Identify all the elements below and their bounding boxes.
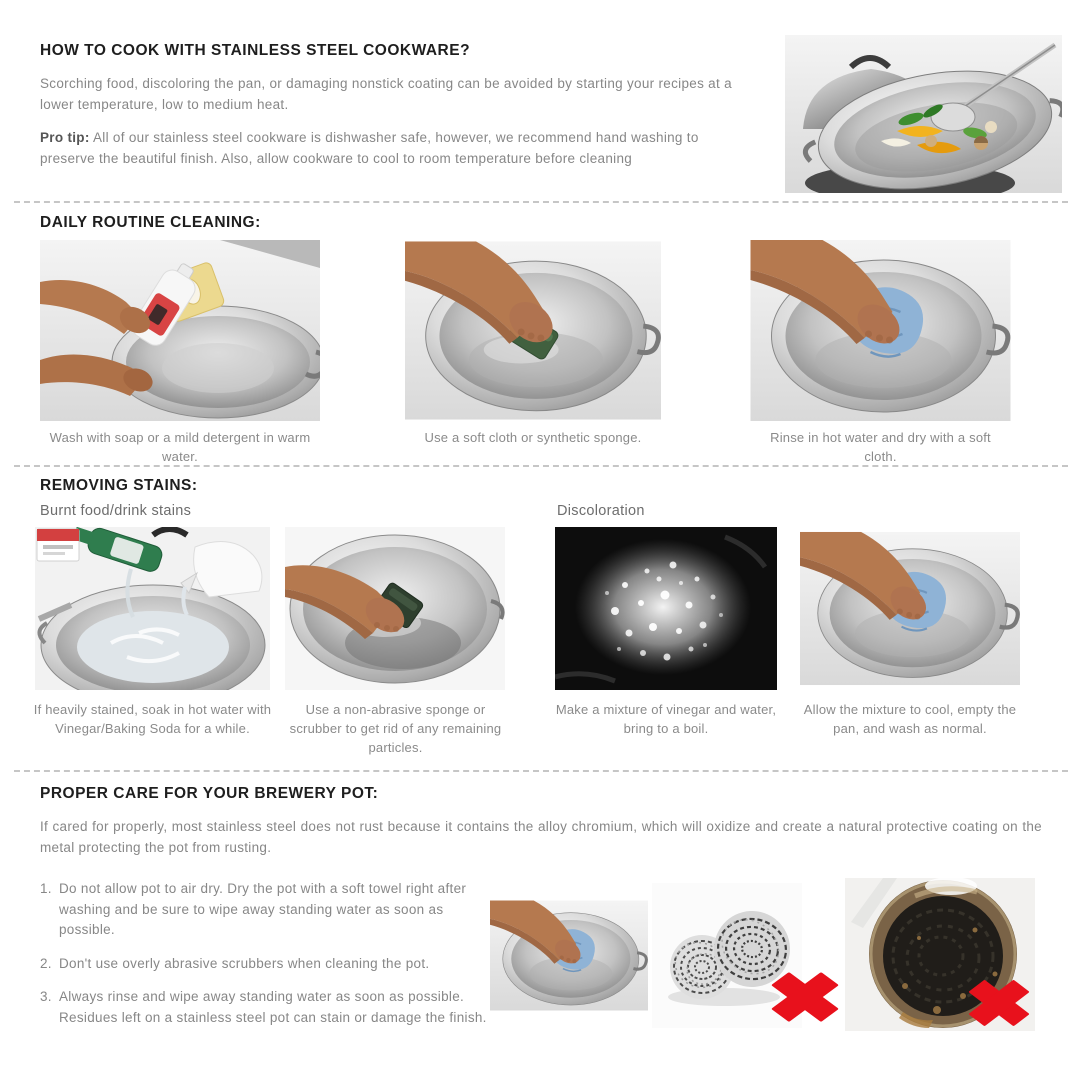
care-instructions-list	[40, 879, 492, 1041]
section4-heading: PROPER CARE FOR YOUR BREWERY POT:	[40, 785, 379, 802]
caption-rinse-dry: Rinse in hot water and dry with a soft cloth.	[770, 430, 991, 464]
subhead-burnt-stains: Burnt food/drink stains	[40, 503, 192, 519]
protip-text: All of our stainless steel cookware is dishwasher safe, however, we recommend hand washing to preserve the beautiful finish. Also, allow cookware to cool to room temperature before cleaning	[40, 130, 699, 166]
list-item	[40, 879, 492, 941]
blue-cloth-illustration	[750, 240, 1011, 421]
photo-wok-stirfry	[785, 35, 1062, 193]
caption-scrub-particles: Use a non-abrasive sponge or scrubber to get rid of any remaining particles.	[289, 702, 502, 755]
photo-dry-with-towel	[490, 883, 648, 1028]
caption-soak-vinegar: If heavily stained, soak in hot water with Vinegar/Baking Soda for a while.	[33, 702, 272, 736]
green-sponge-illustration	[405, 240, 661, 421]
list-item	[40, 954, 492, 975]
blue-cloth-illustration	[800, 527, 1020, 690]
photo-wash-normal	[800, 527, 1020, 690]
photo-rinse-dry	[750, 240, 1011, 421]
list-number: 1.	[40, 881, 52, 896]
wok-stirfry-illustration	[785, 35, 1062, 193]
section2-heading: DAILY ROUTINE CLEANING:	[40, 214, 261, 231]
section-divider	[14, 770, 1068, 772]
x-mark-icon	[961, 974, 1037, 1032]
list-number: 3.	[40, 989, 52, 1004]
section1-protip	[40, 128, 745, 169]
list-number: 2.	[40, 955, 52, 971]
photo-boiling-mixture	[555, 527, 777, 690]
protip-label: Pro tip:	[40, 130, 90, 145]
boiling-water-illustration	[555, 527, 777, 690]
photo-soak-vinegar	[35, 527, 270, 690]
subhead-discoloration: Discoloration	[557, 503, 645, 519]
photo-wash-with-soap	[40, 240, 320, 421]
section1-heading: HOW TO COOK WITH STAINLESS STEEL COOKWARE?	[40, 42, 471, 59]
x-mark-icon	[763, 966, 847, 1028]
caption-wash-normal: Allow the mixture to cool, empty the pan, and wash as normal.	[803, 702, 1017, 736]
photo-soft-sponge	[405, 240, 661, 421]
caption-soft-sponge: Use a soft cloth or synthetic sponge.	[424, 430, 642, 445]
list-text: Always rinse and wipe away standing water as soon as possible. Residues left on a stainless steel pot can stain or damage the finish.	[59, 989, 487, 1025]
blue-cloth-illustration	[490, 883, 648, 1028]
caption-wash-soap: Wash with soap or a mild detergent in warm water.	[49, 430, 311, 464]
list-text: Don't use overly abrasive scrubbers when cleaning the pot.	[59, 955, 430, 971]
section1-paragraph: Scorching food, discoloring the pan, or damaging nonstick coating can be avoided by starting your recipes at a lower temperature, low to medium heat.	[40, 76, 732, 112]
section4-paragraph: If cared for properly, most stainless steel does not rust because it contains the alloy chromium, which will oxidize and create a natural protective coating on the metal protecting the pot from rusting.	[40, 819, 1042, 855]
caption-boiling-mixture: Make a mixture of vinegar and water, bring to a boil.	[555, 702, 777, 736]
section3-heading: REMOVING STAINS:	[40, 477, 198, 494]
dark-sponge-illustration	[285, 527, 505, 690]
section-divider	[14, 201, 1068, 203]
list-item	[40, 987, 492, 1028]
list-text: Do not allow pot to air dry. Dry the pot with a soft towel right after washing and be sure to wipe away standing water as soon as possible.	[59, 881, 467, 937]
photo-scrub-particles	[285, 527, 505, 690]
soak-vinegar-illustration	[35, 527, 270, 690]
soap-wash-illustration	[40, 240, 320, 421]
section-divider	[14, 465, 1068, 467]
